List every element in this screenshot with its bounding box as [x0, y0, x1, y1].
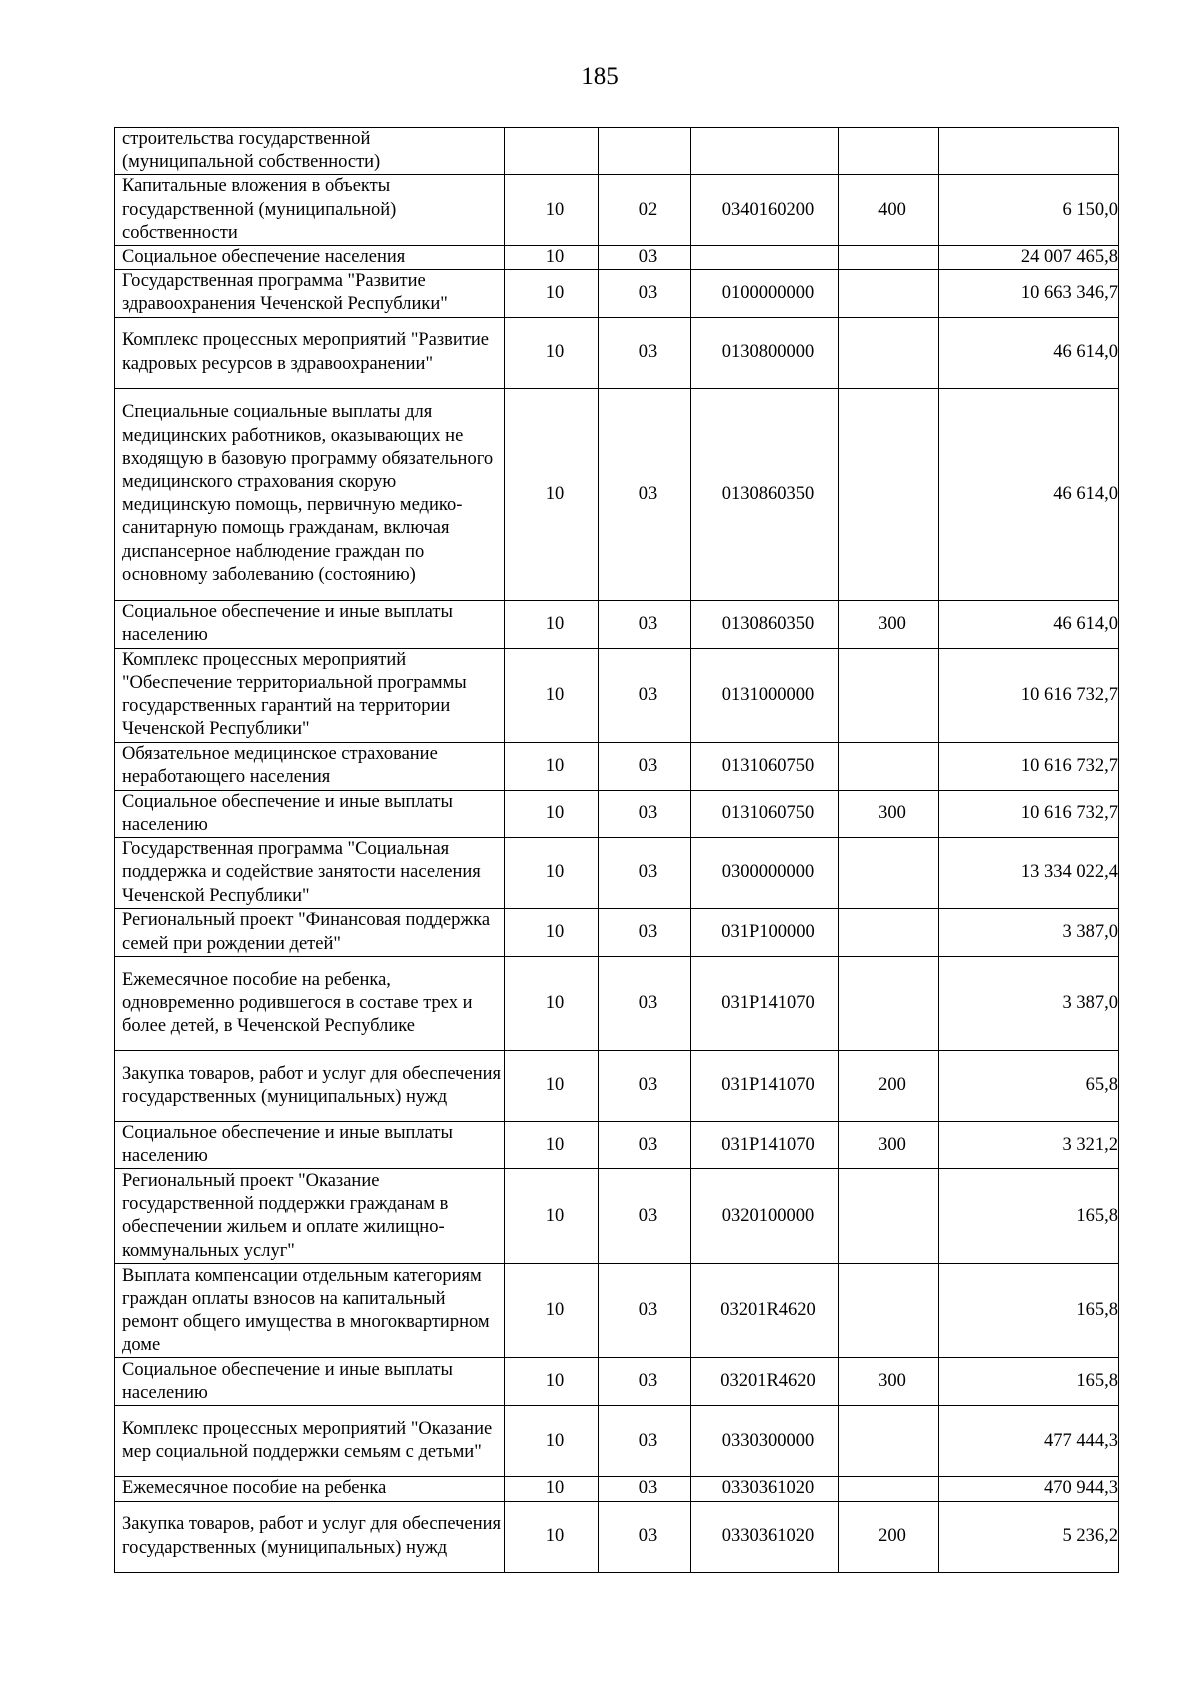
table-row — [115, 1406, 1119, 1477]
row-expense-type — [839, 317, 939, 388]
row-name: Социальное обеспечение и иные выплаты населению — [115, 1122, 505, 1169]
table-row — [115, 742, 1119, 790]
row-amount: 470 944,3 — [939, 1477, 1119, 1501]
table-row — [115, 957, 1119, 1051]
table-row — [115, 909, 1119, 957]
row-expense-type: 200 — [839, 1501, 939, 1572]
row-amount: 46 614,0 — [939, 600, 1119, 648]
row-expense-type — [839, 388, 939, 600]
row-target-article: 031P100000 — [691, 909, 839, 957]
table-row — [115, 128, 1119, 175]
row-subsection: 03 — [599, 1264, 691, 1358]
row-section: 10 — [505, 790, 599, 837]
row-name: строительства государственной (муниципальной собственности) — [115, 128, 505, 175]
row-section: 10 — [505, 246, 599, 270]
row-target-article: 0130800000 — [691, 317, 839, 388]
row-name: Региональный проект "Финансовая поддержка семей при рождении детей" — [115, 909, 505, 957]
row-subsection: 03 — [599, 1406, 691, 1477]
table-row — [115, 600, 1119, 648]
row-name: Социальное обеспечение и иные выплаты населению — [115, 600, 505, 648]
table-row — [115, 838, 1119, 909]
row-target-article: 031P141070 — [691, 1051, 839, 1122]
row-amount: 65,8 — [939, 1051, 1119, 1122]
row-expense-type — [839, 957, 939, 1051]
row-subsection: 03 — [599, 1477, 691, 1501]
row-section: 10 — [505, 1264, 599, 1358]
row-name: Ежемесячное пособие на ребенка, одновременно родившегося в составе трех и более детей, в Чеченской Республике — [115, 957, 505, 1051]
table-row — [115, 1051, 1119, 1122]
table-row — [115, 1477, 1119, 1501]
table-row — [115, 388, 1119, 600]
row-target-article: 0330361020 — [691, 1477, 839, 1501]
table-row — [115, 648, 1119, 742]
row-subsection: 03 — [599, 270, 691, 317]
row-section: 10 — [505, 742, 599, 790]
row-section: 10 — [505, 1358, 599, 1406]
row-subsection: 03 — [599, 1122, 691, 1169]
row-target-article — [691, 128, 839, 175]
row-amount: 46 614,0 — [939, 317, 1119, 388]
row-target-article: 0100000000 — [691, 270, 839, 317]
row-target-article: 0131000000 — [691, 648, 839, 742]
table-row — [115, 317, 1119, 388]
row-section: 10 — [505, 1477, 599, 1501]
row-expense-type — [839, 742, 939, 790]
row-name: Выплата компенсации отдельным категориям граждан оплаты взносов на капитальный ремонт общего имущества в многоквартирном доме — [115, 1264, 505, 1358]
row-amount: 46 614,0 — [939, 388, 1119, 600]
row-amount: 5 236,2 — [939, 1501, 1119, 1572]
row-section: 10 — [505, 909, 599, 957]
row-subsection: 03 — [599, 790, 691, 837]
row-amount: 3 387,0 — [939, 957, 1119, 1051]
table-row — [115, 1358, 1119, 1406]
table-row — [115, 246, 1119, 270]
row-amount: 10 663 346,7 — [939, 270, 1119, 317]
table-row — [115, 1501, 1119, 1572]
row-subsection: 02 — [599, 175, 691, 246]
row-expense-type: 400 — [839, 175, 939, 246]
row-section: 10 — [505, 1406, 599, 1477]
row-section: 10 — [505, 317, 599, 388]
row-name: Государственная программа "Социальная поддержка и содействие занятости населения Чеченской Республики" — [115, 838, 505, 909]
row-amount: 477 444,3 — [939, 1406, 1119, 1477]
row-subsection: 03 — [599, 1501, 691, 1572]
row-name: Комплекс процессных мероприятий "Обеспечение территориальной программы государственных гарантий на территории Чеченской Республики" — [115, 648, 505, 742]
row-expense-type — [839, 270, 939, 317]
row-name: Региональный проект "Оказание государственной поддержки гражданам в обеспечении жильем и оплате жилищно-коммунальных услуг" — [115, 1169, 505, 1264]
row-name: Государственная программа "Развитие здравоохранения Чеченской Республики" — [115, 270, 505, 317]
row-target-article: 0131060750 — [691, 742, 839, 790]
row-section: 10 — [505, 957, 599, 1051]
row-section: 10 — [505, 1051, 599, 1122]
row-expense-type — [839, 1477, 939, 1501]
row-expense-type — [839, 1406, 939, 1477]
table-row — [115, 1122, 1119, 1169]
row-subsection: 03 — [599, 600, 691, 648]
row-expense-type: 300 — [839, 600, 939, 648]
row-subsection: 03 — [599, 742, 691, 790]
row-name: Комплекс процессных мероприятий "Оказание мер социальной поддержки семьям с детьми" — [115, 1406, 505, 1477]
row-expense-type: 300 — [839, 1122, 939, 1169]
row-subsection — [599, 128, 691, 175]
row-name: Обязательное медицинское страхование неработающего населения — [115, 742, 505, 790]
budget-table — [114, 127, 1119, 1573]
row-target-article: 031P141070 — [691, 957, 839, 1051]
table-row — [115, 270, 1119, 317]
row-section: 10 — [505, 600, 599, 648]
row-section: 10 — [505, 1122, 599, 1169]
row-amount: 165,8 — [939, 1264, 1119, 1358]
row-amount: 10 616 732,7 — [939, 790, 1119, 837]
row-name: Комплекс процессных мероприятий "Развитие кадровых ресурсов в здравоохранении" — [115, 317, 505, 388]
row-section — [505, 128, 599, 175]
row-name: Социальное обеспечение и иные выплаты населению — [115, 1358, 505, 1406]
row-expense-type — [839, 128, 939, 175]
row-section: 10 — [505, 648, 599, 742]
row-subsection: 03 — [599, 957, 691, 1051]
row-name: Социальное обеспечение и иные выплаты населению — [115, 790, 505, 837]
row-expense-type — [839, 909, 939, 957]
table-row — [115, 1169, 1119, 1264]
row-section: 10 — [505, 838, 599, 909]
row-section: 10 — [505, 388, 599, 600]
row-subsection: 03 — [599, 838, 691, 909]
row-section: 10 — [505, 1169, 599, 1264]
row-target-article: 0131060750 — [691, 790, 839, 837]
row-target-article — [691, 246, 839, 270]
row-name: Закупка товаров, работ и услуг для обеспечения государственных (муниципальных) нужд — [115, 1501, 505, 1572]
row-target-article: 0300000000 — [691, 838, 839, 909]
row-amount: 6 150,0 — [939, 175, 1119, 246]
table-row — [115, 1264, 1119, 1358]
row-target-article: 0130860350 — [691, 388, 839, 600]
row-amount: 10 616 732,7 — [939, 742, 1119, 790]
row-name: Капитальные вложения в объекты государственной (муниципальной) собственности — [115, 175, 505, 246]
row-target-article: 03201R4620 — [691, 1358, 839, 1406]
row-subsection: 03 — [599, 388, 691, 600]
row-target-article: 0320100000 — [691, 1169, 839, 1264]
row-amount: 13 334 022,4 — [939, 838, 1119, 909]
row-target-article: 0330361020 — [691, 1501, 839, 1572]
row-subsection: 03 — [599, 1169, 691, 1264]
row-section: 10 — [505, 270, 599, 317]
row-amount: 24 007 465,8 — [939, 246, 1119, 270]
row-expense-type — [839, 838, 939, 909]
row-amount — [939, 128, 1119, 175]
row-subsection: 03 — [599, 909, 691, 957]
row-expense-type: 300 — [839, 1358, 939, 1406]
row-subsection: 03 — [599, 1358, 691, 1406]
row-amount: 165,8 — [939, 1358, 1119, 1406]
table-row — [115, 175, 1119, 246]
row-expense-type — [839, 648, 939, 742]
row-target-article: 0330300000 — [691, 1406, 839, 1477]
row-expense-type: 200 — [839, 1051, 939, 1122]
row-expense-type: 300 — [839, 790, 939, 837]
row-subsection: 03 — [599, 1051, 691, 1122]
row-name: Социальное обеспечение населения — [115, 246, 505, 270]
row-subsection: 03 — [599, 648, 691, 742]
row-expense-type — [839, 1264, 939, 1358]
row-target-article: 03201R4620 — [691, 1264, 839, 1358]
row-amount: 3 387,0 — [939, 909, 1119, 957]
row-name: Закупка товаров, работ и услуг для обеспечения государственных (муниципальных) нужд — [115, 1051, 505, 1122]
page-number: 185 — [581, 63, 619, 90]
row-subsection: 03 — [599, 246, 691, 270]
row-section: 10 — [505, 175, 599, 246]
row-amount: 3 321,2 — [939, 1122, 1119, 1169]
row-section: 10 — [505, 1501, 599, 1572]
row-name: Ежемесячное пособие на ребенка — [115, 1477, 505, 1501]
row-amount: 165,8 — [939, 1169, 1119, 1264]
row-target-article: 0340160200 — [691, 175, 839, 246]
row-subsection: 03 — [599, 317, 691, 388]
row-name: Специальные социальные выплаты для медицинских работников, оказывающих не входящую в базовую программу обязательного медицинского страхования скорую медицинскую помощь, первичную медико-санитарную помощь гражданам, включая диспансерное наблюдение граждан по основному заболеванию (состоянию) — [115, 388, 505, 600]
row-target-article: 0130860350 — [691, 600, 839, 648]
row-expense-type — [839, 1169, 939, 1264]
row-amount: 10 616 732,7 — [939, 648, 1119, 742]
row-target-article: 031P141070 — [691, 1122, 839, 1169]
row-expense-type — [839, 246, 939, 270]
table-row — [115, 790, 1119, 837]
